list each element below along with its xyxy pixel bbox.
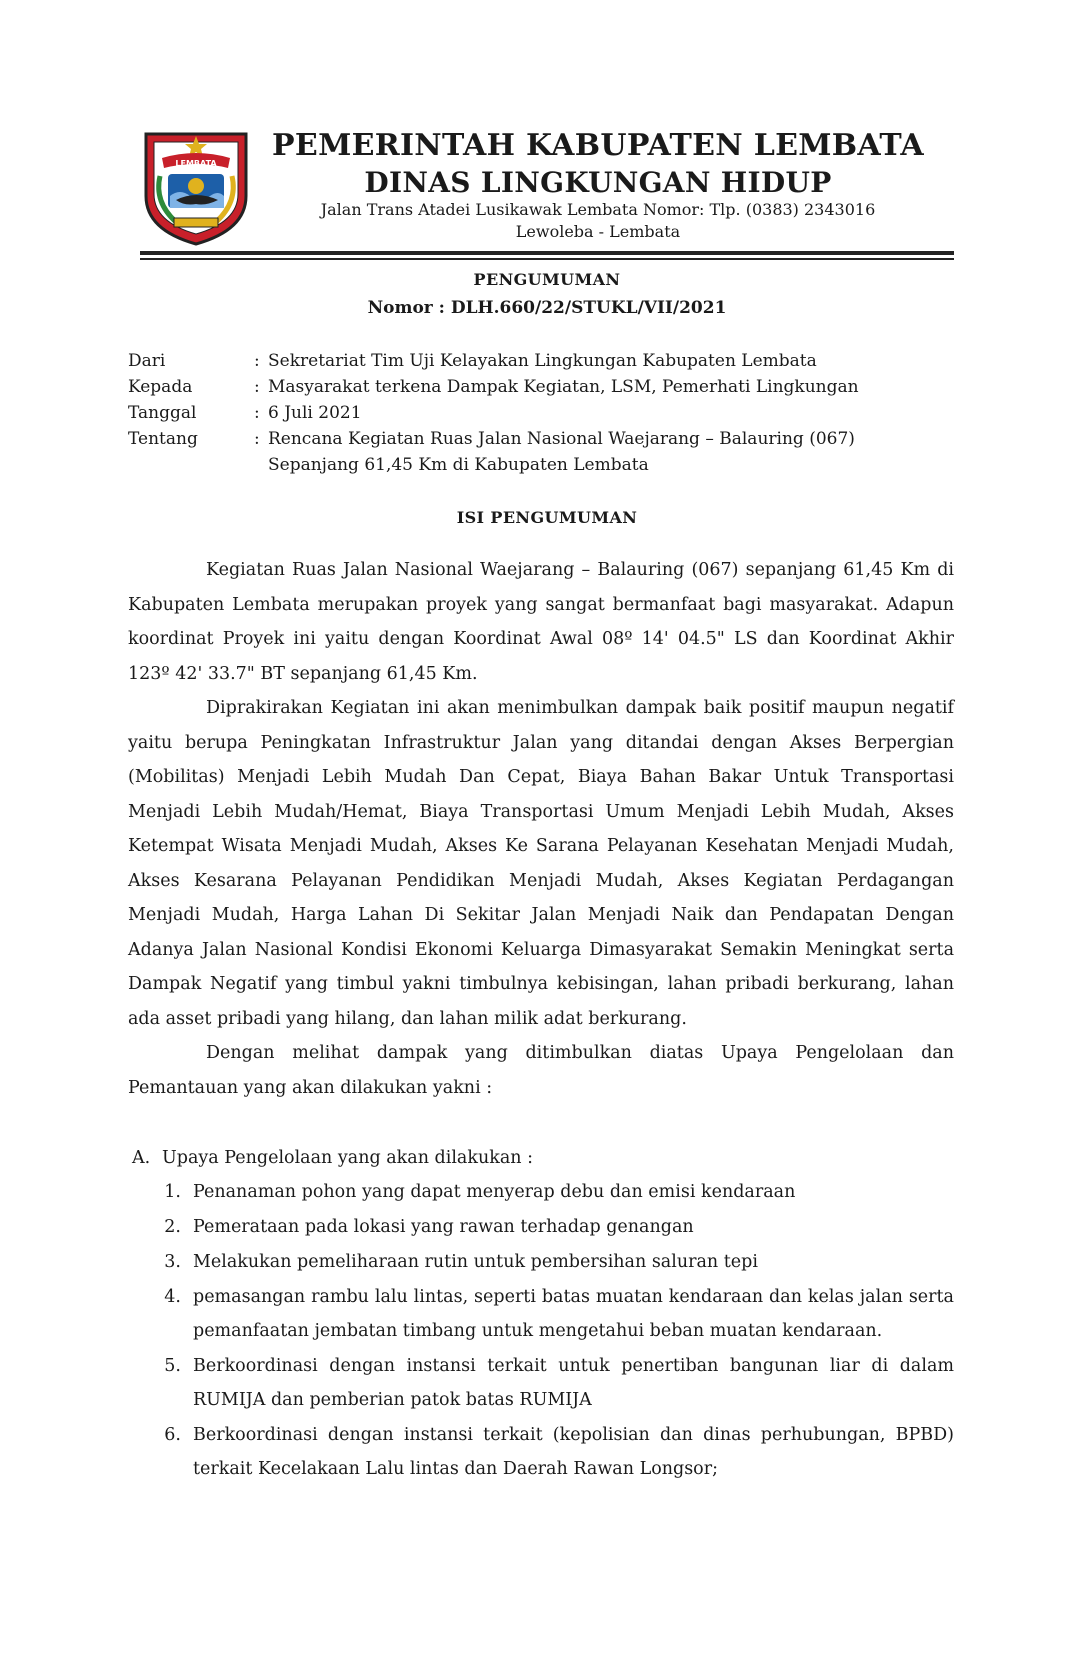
list-item-number: 2. <box>164 1217 181 1237</box>
meta-row-from <box>128 348 958 374</box>
list-heading-text: Upaya Pengelolaan yang akan dilakukan : <box>162 1148 534 1168</box>
letterhead-department-name: DINAS LINGKUNGAN HIDUP <box>364 166 832 199</box>
list-item <box>132 1245 954 1279</box>
announcement-title: PENGUMUMAN <box>473 270 621 289</box>
meta-label-from: Dari <box>128 351 166 371</box>
meta-row-to <box>128 374 958 400</box>
list-item-text: Berkoordinasi dengan instansi terkait (kepolisian dan dinas perhubungan, BPBD) terkait Kecelakaan Lalu lintas dan Daerah Rawan Longsor; <box>193 1425 954 1479</box>
list-heading-marker: A. <box>132 1148 151 1168</box>
letterhead-city: Lewoleba - Lembata <box>515 222 681 241</box>
meta-value-from: Sekretariat Tim Uji Kelayakan Lingkungan Kabupaten Lembata <box>268 351 817 371</box>
meta-label-subject: Tentang <box>128 429 198 449</box>
meta-separator: : <box>254 377 260 397</box>
meta-value-date: 6 Juli 2021 <box>268 403 362 423</box>
letter-meta <box>128 348 958 478</box>
announcement-body <box>128 553 954 1105</box>
meta-label-date: Tanggal <box>128 403 197 423</box>
list-heading <box>132 1141 954 1175</box>
section-title: ISI PENGUMUMAN <box>456 508 638 527</box>
meta-separator: : <box>254 429 260 449</box>
list-items <box>132 1175 954 1486</box>
meta-value-to: Masyarakat terkena Dampak Kegiatan, LSM, Pemerhati Lingkungan <box>268 377 859 397</box>
list-item-text: Berkoordinasi dengan instansi terkait untuk penertiban bangunan liar di dalam RUMIJA dan pemberian patok batas RUMIJA <box>193 1356 954 1410</box>
letterhead-divider-thick <box>140 251 954 255</box>
meta-value-subject-line2: Sepanjang 61,45 Km di Kabupaten Lembata <box>268 455 649 475</box>
list-item-text: Melakukan pemeliharaan rutin untuk pembersihan saluran tepi <box>193 1252 758 1272</box>
list-item-text: Penanaman pohon yang dapat menyerap debu dan emisi kendaraan <box>193 1182 796 1202</box>
list-item-number: 4. <box>164 1287 181 1307</box>
body-paragraph-1: Kegiatan Ruas Jalan Nasional Waejarang – Balauring (067) sepanjang 61,45 Km di Kabupaten Lembata merupakan proyek yang sangat bermanfaat bagi masyarakat. Adapun koordinat Proyek ini yaitu dengan Koordinat Awal 08º 14' 04.5" LS dan Koordinat Akhir 123º 42' 33.7" BT sepanjang 61,45 Km. <box>128 560 954 684</box>
list-item-number: 1. <box>164 1182 181 1202</box>
meta-label-to: Kepada <box>128 377 193 397</box>
meta-row-date <box>128 400 958 426</box>
list-item-text: pemasangan rambu lalu lintas, seperti batas muatan kendaraan dan kelas jalan serta pemanfaatan jembatan timbang untuk mengetahui beban muatan kendaraan. <box>193 1287 954 1341</box>
letterhead-divider-thin <box>140 258 954 260</box>
letterhead-address: Jalan Trans Atadei Lusikawak Lembata Nomor: Tlp. (0383) 2343016 <box>320 200 876 219</box>
letterhead-government-name: PEMERINTAH KABUPATEN LEMBATA <box>272 128 924 163</box>
body-paragraph-2: Diprakirakan Kegiatan ini akan menimbulkan dampak baik positif maupun negatif yaitu berupa Peningkatan Infrastruktur Jalan yang ditandai dengan Akses Berpergian (Mobilitas) Menjadi Lebih Mudah Dan Cepat, Biaya Bahan Bakar Untuk Transportasi Menjadi Lebih Mudah/Hemat, Biaya Transportasi Umum Menjadi Lebih Mudah, Akses Ketempat Wisata Menjadi Mudah, Akses Ke Sarana Pelayanan Kesehatan Menjadi Mudah, Akses Kesarana Pelayanan Pendidikan Menjadi Mudah, Akses Kegiatan Perdagangan Menjadi Mudah, Harga Lahan Di Sekitar Jalan Menjadi Naik dan Pendapatan Dengan Adanya Jalan Nasional Kondisi Ekonomi Keluarga Dimasyarakat Semakin Meningkat serta Dampak Negatif yang timbul yakni timbulnya kebisingan, lahan pribadi berkurang, lahan ada asset pribadi yang hilang, dan lahan milik adat berkurang. <box>128 698 954 1029</box>
list-item <box>132 1418 954 1486</box>
list-item-text: Pemerataan pada lokasi yang rawan terhadap genangan <box>193 1217 694 1237</box>
list-item <box>132 1175 954 1209</box>
meta-separator: : <box>254 351 260 371</box>
meta-row-subject <box>128 426 958 452</box>
announcement-number: Nomor : DLH.660/22/STUKL/VII/2021 <box>367 298 727 318</box>
svg-text:LEMBATA: LEMBATA <box>175 159 217 168</box>
body-paragraph-3: Dengan melihat dampak yang ditimbulkan diatas Upaya Pengelolaan dan Pemantauan yang akan dilakukan yakni : <box>128 1043 954 1098</box>
list-item-number: 6. <box>164 1425 181 1445</box>
list-item <box>132 1280 954 1348</box>
meta-separator: : <box>254 403 260 423</box>
list-item-number: 3. <box>164 1252 181 1272</box>
list-item <box>132 1349 954 1417</box>
meta-value-subject-line1: Rencana Kegiatan Ruas Jalan Nasional Waejarang – Balauring (067) <box>268 429 855 449</box>
regency-emblem-logo <box>140 126 252 248</box>
list-item <box>132 1210 954 1244</box>
management-efforts-list <box>132 1141 954 1487</box>
list-item-number: 5. <box>164 1356 181 1376</box>
